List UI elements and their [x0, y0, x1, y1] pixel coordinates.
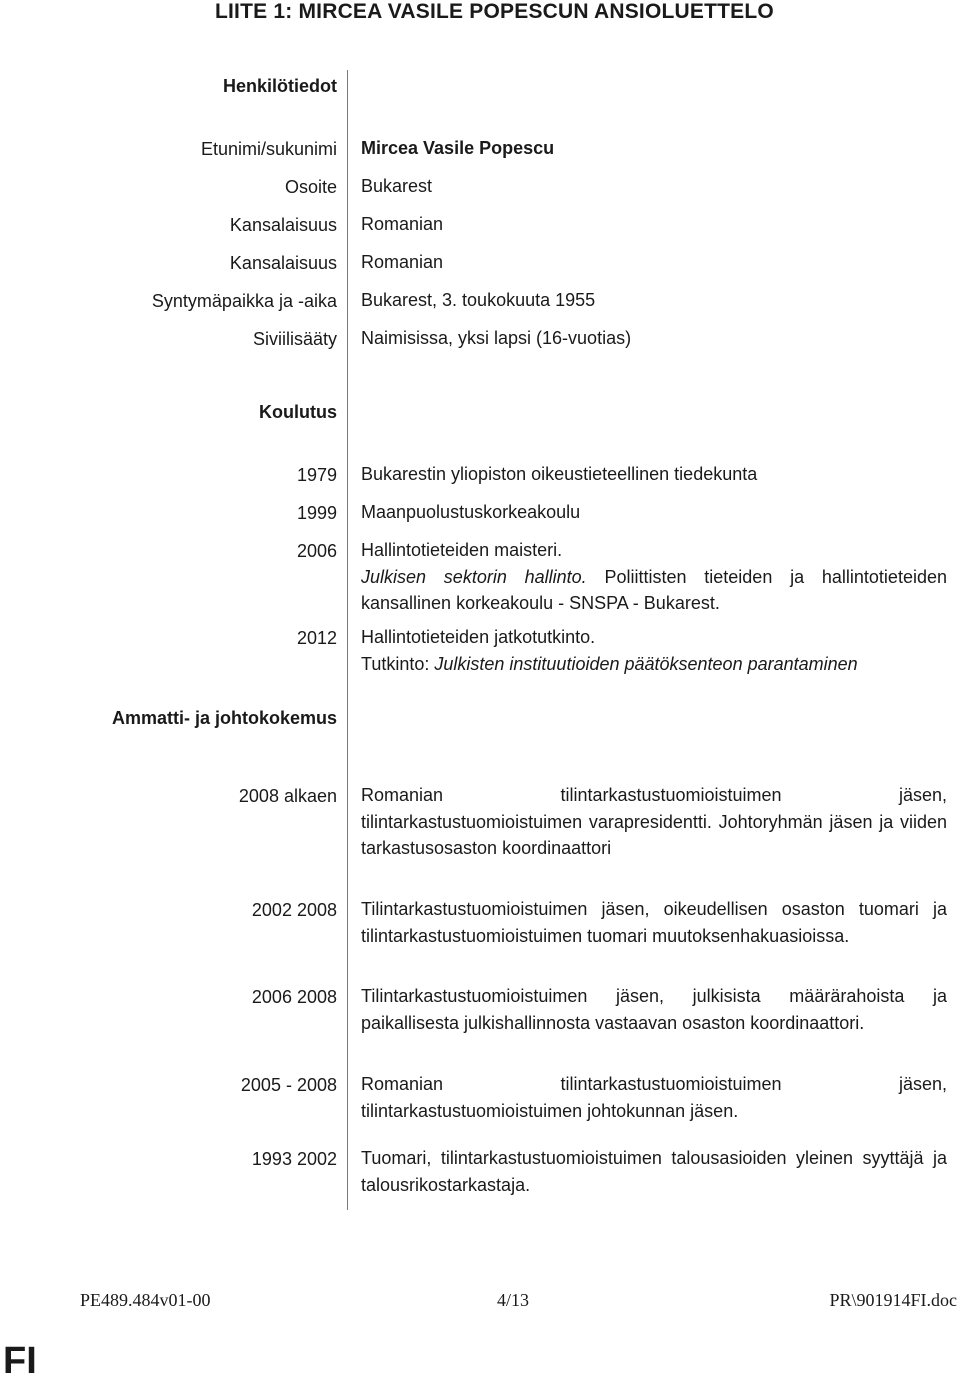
section-heading-education: Koulutus — [259, 402, 337, 422]
personal-value: Mircea Vasile Popescu — [361, 138, 555, 158]
language-code: FI — [3, 1340, 37, 1382]
personal-label: Syntymäpaikka ja -aika — [151, 291, 337, 311]
institution: Poliittisten tieteiden ja hallintotieteiden kansallinen korkeakoulu - SNSPA - Bukarest. — [361, 566, 947, 613]
experience-period: 2008 alkaen — [238, 786, 337, 806]
experience-period: 2006 2008 — [251, 987, 337, 1007]
experience-entry: Tuomari, tilintarkastustuomioistuimen talousasioiden yleinen syyttäjä ja talousrikostarkastaja. — [361, 1148, 947, 1195]
experience-entry: Romanian tilintarkastustuomioistuimen jäsen, tilintarkastustuomioistuimen johtokunnan jäsen. — [361, 1074, 947, 1121]
thesis-prefix: Tutkinto: — [361, 653, 435, 674]
degree-title: Hallintotieteiden jatkotutkinto. — [361, 627, 596, 647]
personal-label: Kansalaisuus — [229, 253, 337, 273]
personal-value: Bukarest — [361, 176, 433, 196]
personal-label: Etunimi/sukunimi — [200, 139, 337, 159]
personal-label: Kansalaisuus — [229, 215, 337, 235]
degree-title: Hallintotieteiden maisteri. — [361, 540, 563, 560]
education-year: 1979 — [296, 465, 337, 485]
footer-doc-code: PE489.484v01-00 — [80, 1290, 211, 1310]
education-year: 2012 — [296, 628, 337, 648]
personal-label: Osoite — [284, 177, 337, 197]
footer-file-name: PR\901914FI.doc — [829, 1290, 957, 1310]
education-entry: Bukarestin yliopiston oikeustieteellinen tiedekunta — [361, 464, 758, 484]
education-entry — [361, 537, 947, 617]
document-title: LIITE 1: MIRCEA VASILE POPESCUN ANSIOLUETTELO — [215, 0, 774, 23]
personal-value: Romanian — [361, 252, 444, 272]
column-divider — [347, 70, 348, 1210]
experience-period: 1993 2002 — [251, 1149, 337, 1169]
section-heading-experience: Ammatti- ja johtokokemus — [111, 708, 337, 728]
education-year: 1999 — [296, 503, 337, 523]
section-heading-personal: Henkilötiedot — [222, 76, 337, 96]
education-year: 2006 — [296, 541, 337, 561]
personal-value: Bukarest, 3. toukokuuta 1955 — [361, 290, 596, 310]
experience-period: 2005 - 2008 — [240, 1075, 337, 1095]
education-entry — [361, 624, 947, 677]
footer-page-number: 4/13 — [497, 1290, 530, 1310]
personal-value: Naimisissa, yksi lapsi (16-vuotias) — [361, 328, 632, 348]
personal-value: Romanian — [361, 214, 444, 234]
experience-entry: Tilintarkastustuomioistuimen jäsen, julkisista määrärahoista ja paikallisesta julkishallinnosta vastaavan osaston koordinaattori. — [361, 986, 947, 1033]
personal-label: Siviilisääty — [252, 329, 337, 349]
experience-entry: Romanian tilintarkastustuomioistuimen jäsen, tilintarkastustuomioistuimen varapresidentti. Johtoryhmän jäsen ja viiden tarkastusosaston koordinaattori — [361, 785, 947, 858]
experience-period: 2002 2008 — [251, 900, 337, 920]
thesis-title: Julkisten instituutioiden päätöksenteon parantaminen — [434, 653, 858, 674]
education-entry: Maanpuolustuskorkeakoulu — [361, 502, 581, 522]
degree-specialization: Julkisen sektorin hallinto. — [361, 566, 587, 587]
experience-entry: Tilintarkastustuomioistuimen jäsen, oikeudellisen osaston tuomari ja tilintarkastustuomioistuimen tuomari muutoksenhakuasioissa. — [361, 899, 947, 946]
